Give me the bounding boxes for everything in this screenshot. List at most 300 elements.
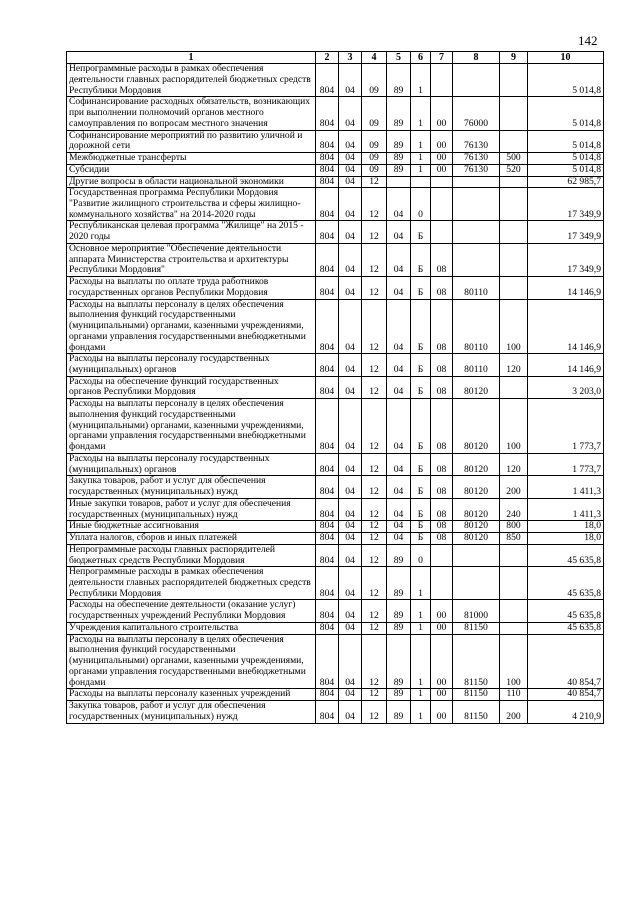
row-activity-code: 00 [431, 600, 453, 622]
row-subprogram-code: Б [411, 299, 431, 354]
row-amount: 18,0 [528, 521, 604, 533]
row-program-code: 04 [387, 453, 411, 475]
row-activity-code: 08 [431, 277, 453, 299]
row-section-code: 04 [339, 521, 362, 533]
row-ministry-code: 804 [316, 544, 339, 566]
row-section-code: 04 [339, 188, 362, 221]
row-program-code: 89 [387, 153, 411, 165]
row-ministry-code: 804 [316, 476, 339, 498]
row-subsection-code: 12 [362, 453, 387, 475]
row-description: Учреждения капитального строительства [67, 622, 316, 634]
row-subprogram-code: Б [411, 453, 431, 475]
row-activity-code: 00 [431, 97, 453, 130]
row-description: Субсидии [67, 164, 316, 176]
row-ministry-code: 804 [316, 188, 339, 221]
row-direction-code: 80110 [453, 277, 500, 299]
row-section-code: 04 [339, 164, 362, 176]
row-subsection-code: 09 [362, 64, 387, 97]
row-activity-code [431, 176, 453, 188]
row-activity-code [431, 567, 453, 600]
row-subprogram-code [411, 176, 431, 188]
row-ministry-code: 804 [316, 130, 339, 152]
row-subprogram-code: 1 [411, 164, 431, 176]
row-expense-type-code [500, 600, 528, 622]
row-section-code: 04 [339, 544, 362, 566]
row-activity-code: 00 [431, 701, 453, 723]
row-subsection-code: 09 [362, 130, 387, 152]
row-description: Расходы на выплаты персоналу в целях обеспечения выполнения функций государственными (муниципальными) органами, казенными учреждениями, органами управления государственными внебюджетными фондами [67, 634, 316, 689]
row-description: Закупка товаров, работ и услуг для обеспечения государственных (муниципальных) нужд [67, 701, 316, 723]
col-header: 8 [453, 52, 500, 64]
row-subsection-code: 12 [362, 243, 387, 276]
row-subprogram-code: 1 [411, 64, 431, 97]
row-subprogram-code: Б [411, 521, 431, 533]
row-subsection-code: 12 [362, 533, 387, 545]
row-activity-code [431, 221, 453, 243]
row-activity-code: 00 [431, 153, 453, 165]
row-amount: 5 014,8 [528, 97, 604, 130]
table-row [67, 544, 604, 566]
row-subsection-code: 12 [362, 634, 387, 689]
row-subprogram-code: 1 [411, 600, 431, 622]
row-program-code: 04 [387, 399, 411, 454]
row-amount: 1 411,3 [528, 476, 604, 498]
row-activity-code: 08 [431, 453, 453, 475]
row-description: Иные бюджетные ассигнования [67, 521, 316, 533]
row-expense-type-code [500, 243, 528, 276]
row-direction-code: 81150 [453, 689, 500, 701]
row-description: Государственная программа Республики Мордовия "Развитие жилищного строительства и сферы жилищно-коммунального хозяйства" на 2014-2020 годы [67, 188, 316, 221]
row-program-code: 89 [387, 622, 411, 634]
row-amount: 1 773,7 [528, 399, 604, 454]
row-activity-code: 00 [431, 164, 453, 176]
row-section-code: 04 [339, 97, 362, 130]
row-activity-code: 00 [431, 689, 453, 701]
row-activity-code: 08 [431, 533, 453, 545]
row-description: Софинансирование мероприятий по развитию уличной и дорожной сети [67, 130, 316, 152]
table-row [67, 97, 604, 130]
row-program-code: 04 [387, 533, 411, 545]
row-ministry-code: 804 [316, 498, 339, 520]
col-header: 6 [411, 52, 431, 64]
table-row [67, 376, 604, 398]
row-expense-type-code [500, 188, 528, 221]
row-program-code: 04 [387, 521, 411, 533]
row-activity-code: 08 [431, 476, 453, 498]
row-program-code: 89 [387, 600, 411, 622]
row-expense-type-code: 120 [500, 354, 528, 376]
row-program-code: 89 [387, 701, 411, 723]
row-subsection-code: 12 [362, 354, 387, 376]
row-amount: 1 411,3 [528, 498, 604, 520]
row-subsection-code: 12 [362, 521, 387, 533]
table-row [67, 354, 604, 376]
row-direction-code: 80120 [453, 453, 500, 475]
row-amount: 1 773,7 [528, 453, 604, 475]
row-description: Расходы на выплаты персоналу в целях обеспечения выполнения функций государственными (муниципальными) органами, казенными учреждениями, органами управления государственными внебюджетными фондами [67, 299, 316, 354]
row-amount: 45 635,8 [528, 600, 604, 622]
row-program-code: 04 [387, 277, 411, 299]
row-direction-code: 80120 [453, 476, 500, 498]
row-subsection-code: 12 [362, 544, 387, 566]
col-header: 2 [316, 52, 339, 64]
row-subprogram-code: 0 [411, 188, 431, 221]
row-description: Расходы на выплаты по оплате труда работников государственных органов Республики Мордовия [67, 277, 316, 299]
row-program-code: 89 [387, 634, 411, 689]
row-subsection-code: 12 [362, 622, 387, 634]
row-direction-code: 76130 [453, 130, 500, 152]
row-direction-code: 80110 [453, 299, 500, 354]
row-subsection-code: 12 [362, 567, 387, 600]
row-section-code: 04 [339, 498, 362, 520]
table-row [67, 498, 604, 520]
row-description: Основное мероприятие "Обеспечение деятельности аппарата Министерства строительства и архитектуры Республики Мордовия" [67, 243, 316, 276]
row-direction-code: 81000 [453, 600, 500, 622]
row-section-code: 04 [339, 277, 362, 299]
row-section-code: 04 [339, 299, 362, 354]
row-subprogram-code: 1 [411, 153, 431, 165]
row-direction-code [453, 567, 500, 600]
row-expense-type-code: 850 [500, 533, 528, 545]
row-expense-type-code: 200 [500, 476, 528, 498]
row-subprogram-code: 1 [411, 622, 431, 634]
row-ministry-code: 804 [316, 634, 339, 689]
row-amount: 17 349,9 [528, 221, 604, 243]
row-section-code: 04 [339, 622, 362, 634]
col-header: 3 [339, 52, 362, 64]
row-ministry-code: 804 [316, 176, 339, 188]
col-header: 9 [500, 52, 528, 64]
row-program-code: 04 [387, 188, 411, 221]
row-program-code: 04 [387, 221, 411, 243]
row-subsection-code: 12 [362, 399, 387, 454]
row-section-code: 04 [339, 176, 362, 188]
row-expense-type-code: 240 [500, 498, 528, 520]
row-subprogram-code: 1 [411, 701, 431, 723]
row-amount: 14 146,9 [528, 354, 604, 376]
row-amount: 5 014,8 [528, 130, 604, 152]
row-ministry-code: 804 [316, 600, 339, 622]
table-row [67, 176, 604, 188]
row-subsection-code: 12 [362, 277, 387, 299]
table-row [67, 476, 604, 498]
row-program-code: 04 [387, 243, 411, 276]
row-ministry-code: 804 [316, 399, 339, 454]
row-activity-code [431, 188, 453, 221]
row-subsection-code: 12 [362, 176, 387, 188]
row-activity-code: 08 [431, 521, 453, 533]
row-description: Республиканская целевая программа "Жилище" на 2015 - 2020 годы [67, 221, 316, 243]
row-description: Иные закупки товаров, работ и услуг для обеспечения государственных (муниципальных) нужд [67, 498, 316, 520]
row-program-code: 04 [387, 476, 411, 498]
row-subprogram-code: Б [411, 277, 431, 299]
row-section-code: 04 [339, 399, 362, 454]
row-amount: 14 146,9 [528, 299, 604, 354]
row-direction-code: 76130 [453, 153, 500, 165]
row-ministry-code: 804 [316, 164, 339, 176]
row-description: Закупка товаров, работ и услуг для обеспечения государственных (муниципальных) нужд [67, 476, 316, 498]
row-section-code: 04 [339, 453, 362, 475]
row-amount: 45 635,8 [528, 622, 604, 634]
row-amount: 17 349,9 [528, 243, 604, 276]
row-subprogram-code: 1 [411, 634, 431, 689]
row-subsection-code: 12 [362, 476, 387, 498]
row-program-code: 89 [387, 97, 411, 130]
row-subsection-code: 12 [362, 498, 387, 520]
row-expense-type-code: 110 [500, 689, 528, 701]
row-ministry-code: 804 [316, 453, 339, 475]
row-activity-code: 08 [431, 376, 453, 398]
row-description: Межбюджетные трансферты [67, 153, 316, 165]
row-direction-code [453, 64, 500, 97]
table-row [67, 567, 604, 600]
row-program-code: 04 [387, 354, 411, 376]
row-subprogram-code: Б [411, 376, 431, 398]
row-section-code: 04 [339, 221, 362, 243]
row-ministry-code: 804 [316, 221, 339, 243]
row-ministry-code: 804 [316, 567, 339, 600]
table-row [67, 130, 604, 152]
row-program-code: 89 [387, 544, 411, 566]
row-subsection-code: 09 [362, 153, 387, 165]
row-ministry-code: 804 [316, 64, 339, 97]
table-row [67, 221, 604, 243]
row-section-code: 04 [339, 476, 362, 498]
table-row [67, 243, 604, 276]
table-row [67, 64, 604, 97]
row-subsection-code: 09 [362, 97, 387, 130]
row-activity-code: 00 [431, 622, 453, 634]
row-expense-type-code: 800 [500, 521, 528, 533]
row-description: Непрограммные расходы главных распорядителей бюджетных средств Республики Мордовия [67, 544, 316, 566]
row-expense-type-code: 520 [500, 164, 528, 176]
row-amount: 18,0 [528, 533, 604, 545]
row-amount: 45 635,8 [528, 567, 604, 600]
row-subprogram-code: Б [411, 476, 431, 498]
table-row [67, 634, 604, 689]
row-activity-code: 08 [431, 354, 453, 376]
row-section-code: 04 [339, 130, 362, 152]
row-direction-code: 80120 [453, 521, 500, 533]
table-row [67, 399, 604, 454]
row-expense-type-code [500, 64, 528, 97]
header-row [67, 52, 604, 64]
row-direction-code: 80120 [453, 376, 500, 398]
table-row [67, 277, 604, 299]
row-ministry-code: 804 [316, 521, 339, 533]
row-section-code: 04 [339, 600, 362, 622]
row-ministry-code: 804 [316, 622, 339, 634]
row-ministry-code: 804 [316, 689, 339, 701]
row-ministry-code: 804 [316, 153, 339, 165]
row-subsection-code: 12 [362, 188, 387, 221]
row-section-code: 04 [339, 634, 362, 689]
row-amount: 14 146,9 [528, 277, 604, 299]
row-subsection-code: 12 [362, 376, 387, 398]
row-description: Расходы на обеспечение функций государственных органов Республики Мордовия [67, 376, 316, 398]
row-direction-code: 81150 [453, 701, 500, 723]
row-subsection-code: 09 [362, 164, 387, 176]
row-amount: 40 854,7 [528, 689, 604, 701]
row-subprogram-code: 1 [411, 130, 431, 152]
row-direction-code: 76000 [453, 97, 500, 130]
row-program-code: 89 [387, 689, 411, 701]
row-amount: 40 854,7 [528, 634, 604, 689]
row-subprogram-code: 1 [411, 689, 431, 701]
row-expense-type-code [500, 567, 528, 600]
row-amount: 4 210,9 [528, 701, 604, 723]
row-subsection-code: 12 [362, 701, 387, 723]
row-program-code: 89 [387, 130, 411, 152]
row-subprogram-code: Б [411, 221, 431, 243]
row-expense-type-code: 100 [500, 399, 528, 454]
table-row [67, 188, 604, 221]
row-section-code: 04 [339, 376, 362, 398]
row-direction-code [453, 176, 500, 188]
row-expense-type-code [500, 277, 528, 299]
row-section-code: 04 [339, 243, 362, 276]
row-activity-code: 00 [431, 634, 453, 689]
table-row [67, 689, 604, 701]
row-direction-code [453, 188, 500, 221]
row-ministry-code: 804 [316, 354, 339, 376]
row-direction-code: 81150 [453, 622, 500, 634]
row-direction-code: 76130 [453, 164, 500, 176]
row-subsection-code: 12 [362, 299, 387, 354]
col-header: 1 [67, 52, 316, 64]
row-expense-type-code [500, 130, 528, 152]
row-section-code: 04 [339, 533, 362, 545]
row-activity-code [431, 64, 453, 97]
row-program-code: 04 [387, 376, 411, 398]
row-program-code: 04 [387, 498, 411, 520]
row-section-code: 04 [339, 64, 362, 97]
row-subsection-code: 12 [362, 689, 387, 701]
page-number: 142 [578, 33, 598, 48]
row-amount: 62 985,7 [528, 176, 604, 188]
row-amount: 17 349,9 [528, 188, 604, 221]
table-row [67, 453, 604, 475]
row-subprogram-code: 0 [411, 544, 431, 566]
row-subprogram-code: 1 [411, 567, 431, 600]
row-subprogram-code: Б [411, 243, 431, 276]
col-header: 5 [387, 52, 411, 64]
row-expense-type-code [500, 544, 528, 566]
row-activity-code: 08 [431, 498, 453, 520]
row-program-code: 89 [387, 567, 411, 600]
row-direction-code: 80120 [453, 498, 500, 520]
table-row [67, 153, 604, 165]
row-direction-code [453, 544, 500, 566]
row-description: Расходы на обеспечение деятельности (оказание услуг) государственных учреждений Республики Мордовия [67, 600, 316, 622]
row-expense-type-code [500, 97, 528, 130]
row-activity-code: 08 [431, 243, 453, 276]
row-description: Непрограммные расходы в рамках обеспечения деятельности главных распорядителей бюджетных средств Республики Мордовия [67, 567, 316, 600]
row-subsection-code: 12 [362, 600, 387, 622]
row-expense-type-code [500, 221, 528, 243]
row-amount: 3 203,0 [528, 376, 604, 398]
table-row [67, 299, 604, 354]
row-description: Расходы на выплаты персоналу государственных (муниципальных) органов [67, 453, 316, 475]
row-subprogram-code: Б [411, 399, 431, 454]
row-direction-code: 80110 [453, 354, 500, 376]
row-ministry-code: 804 [316, 533, 339, 545]
row-activity-code [431, 544, 453, 566]
row-subprogram-code: Б [411, 354, 431, 376]
row-ministry-code: 804 [316, 376, 339, 398]
row-expense-type-code: 100 [500, 634, 528, 689]
table-row [67, 533, 604, 545]
row-expense-type-code [500, 376, 528, 398]
row-section-code: 04 [339, 689, 362, 701]
row-section-code: 04 [339, 153, 362, 165]
row-direction-code [453, 243, 500, 276]
row-expense-type-code: 200 [500, 701, 528, 723]
col-header: 4 [362, 52, 387, 64]
col-header: 7 [431, 52, 453, 64]
row-description: Уплата налогов, сборов и иных платежей [67, 533, 316, 545]
row-subprogram-code: Б [411, 498, 431, 520]
table-row [67, 164, 604, 176]
row-expense-type-code: 500 [500, 153, 528, 165]
row-subprogram-code: 1 [411, 97, 431, 130]
col-header: 10 [528, 52, 604, 64]
row-subsection-code: 12 [362, 221, 387, 243]
row-amount: 5 014,8 [528, 153, 604, 165]
row-direction-code: 80120 [453, 399, 500, 454]
row-ministry-code: 804 [316, 277, 339, 299]
table-row [67, 600, 604, 622]
row-program-code: 04 [387, 299, 411, 354]
row-description: Софинансирование расходных обязательств, возникающих при выполнении полномочий органов местного самоуправления по вопросам местного значения [67, 97, 316, 130]
row-amount: 45 635,8 [528, 544, 604, 566]
row-ministry-code: 804 [316, 243, 339, 276]
row-direction-code: 80120 [453, 533, 500, 545]
row-section-code: 04 [339, 701, 362, 723]
row-description: Непрограммные расходы в рамках обеспечения деятельности главных распорядителей бюджетных средств Республики Мордовия [67, 64, 316, 97]
row-expense-type-code: 120 [500, 453, 528, 475]
row-expense-type-code: 100 [500, 299, 528, 354]
row-description: Расходы на выплаты персоналу казенных учреждений [67, 689, 316, 701]
row-activity-code: 08 [431, 299, 453, 354]
row-amount: 5 014,8 [528, 164, 604, 176]
table-row [67, 701, 604, 723]
row-subprogram-code: Б [411, 533, 431, 545]
row-description: Другие вопросы в области национальной экономики [67, 176, 316, 188]
row-expense-type-code [500, 176, 528, 188]
row-ministry-code: 804 [316, 97, 339, 130]
row-activity-code: 08 [431, 399, 453, 454]
row-amount: 5 014,8 [528, 64, 604, 97]
table-row [67, 622, 604, 634]
row-section-code: 04 [339, 567, 362, 600]
row-description: Расходы на выплаты персоналу государственных (муниципальных) органов [67, 354, 316, 376]
row-program-code: 89 [387, 64, 411, 97]
table-body [67, 64, 604, 723]
row-direction-code [453, 221, 500, 243]
row-ministry-code: 804 [316, 299, 339, 354]
row-expense-type-code [500, 622, 528, 634]
table-row [67, 521, 604, 533]
row-activity-code: 00 [431, 130, 453, 152]
row-program-code [387, 176, 411, 188]
row-section-code: 04 [339, 354, 362, 376]
row-direction-code: 81150 [453, 634, 500, 689]
row-program-code: 89 [387, 164, 411, 176]
row-description: Расходы на выплаты персоналу в целях обеспечения выполнения функций государственными (муниципальными) органами, казенными учреждениями, органами управления государственными внебюджетными фондами [67, 399, 316, 454]
budget-table [66, 51, 604, 724]
row-ministry-code: 804 [316, 701, 339, 723]
